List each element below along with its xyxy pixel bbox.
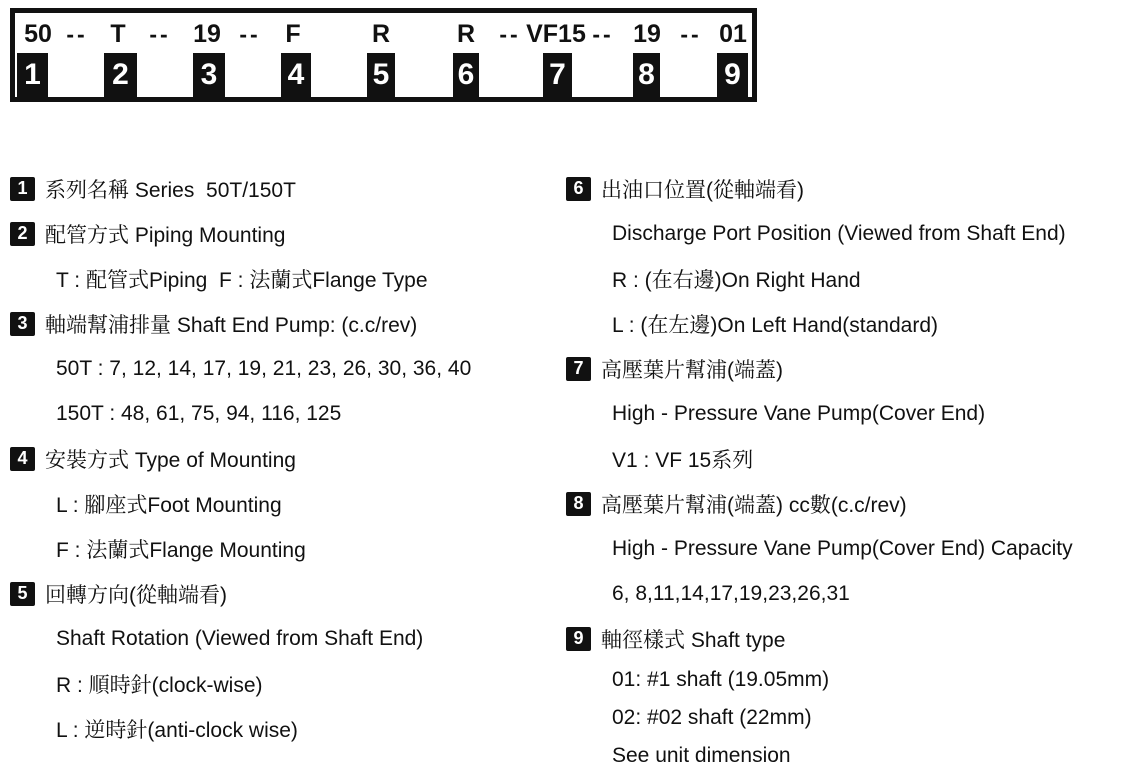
code-field-5: R (371, 20, 391, 48)
item-subline: T : 配管式Piping F : 法蘭式Flange Type (56, 268, 428, 292)
item-subline: High - Pressure Vane Pump(Cover End) Capacity (612, 536, 1073, 560)
item-subline: Shaft Rotation (Viewed from Shaft End) (56, 626, 424, 650)
code-field-1: 50 (24, 20, 52, 48)
item-title: 系列名稱 Series 50T/150T (45, 178, 296, 202)
item-subline: V1 : VF 15系列 (612, 448, 754, 472)
item-subline: 150T : 48, 61, 75, 94, 116, 125 (56, 401, 342, 425)
item-subline: 50T : 7, 12, 14, 17, 19, 21, 23, 26, 30, 36, 40 (56, 356, 472, 380)
item-title: 出油口位置(從軸端看) (601, 178, 804, 202)
item-subline: L : (在左邊)On Left Hand(standard) (612, 313, 939, 337)
legend-column-left (0, 166, 556, 775)
item-title: 高壓葉片幫浦(端蓋) (601, 358, 783, 382)
item-title: 配管方式 Piping Mounting (45, 223, 286, 247)
item-subline: 02: #02 shaft (22mm) (612, 706, 812, 729)
item-marker-8: 8 (566, 492, 591, 516)
code-separator: -- (499, 21, 521, 47)
legend-item-8 (566, 481, 1148, 526)
item-marker-4: 4 (10, 447, 35, 471)
code-separator: -- (239, 21, 261, 47)
item-subline: Discharge Port Position (Viewed from Shaft End) (612, 221, 1066, 245)
code-separator: -- (149, 21, 171, 47)
legend-item-7 (566, 346, 1148, 391)
code-field-4: F (285, 20, 301, 48)
item-marker-6: 6 (566, 177, 591, 201)
item-subline: 6, 8,11,14,17,19,23,26,31 (612, 581, 850, 605)
field-index-4: 4 (281, 53, 311, 97)
item-marker-1: 1 (10, 177, 35, 201)
item-title: 高壓葉片幫浦(端蓋) cc數(c.c/rev) (601, 493, 907, 517)
field-index-5: 5 (367, 53, 395, 97)
legend-item-6 (566, 166, 1148, 211)
field-index-8: 8 (633, 53, 660, 97)
field-index-3: 3 (193, 53, 225, 97)
item-title: 回轉方向(從軸端看) (45, 583, 227, 607)
item-marker-5: 5 (10, 582, 35, 606)
item-subline: High - Pressure Vane Pump(Cover End) (612, 401, 986, 425)
legend (0, 166, 1148, 775)
item-subline: 01: #1 shaft (19.05mm) (612, 668, 830, 691)
code-field-8: 19 (633, 20, 661, 48)
legend-column-right (556, 166, 1148, 775)
code-separator: -- (680, 21, 702, 47)
item-title: 軸端幫浦排量 Shaft End Pump: (c.c/rev) (45, 313, 418, 337)
item-subline: R : (在右邊)On Right Hand (612, 268, 861, 292)
code-separator: -- (592, 21, 614, 47)
item-marker-9: 9 (566, 627, 591, 651)
item-subline: F : 法蘭式Flange Mounting (56, 538, 306, 562)
code-separator: -- (66, 21, 88, 47)
field-index-1: 1 (17, 53, 48, 97)
legend-item-1 (10, 166, 556, 211)
legend-item-9 (566, 616, 1148, 661)
model-code-box (10, 8, 757, 102)
code-field-7: VF15 (526, 20, 586, 48)
legend-item-4 (10, 436, 556, 481)
field-index-2: 2 (104, 53, 137, 97)
item-marker-3: 3 (10, 312, 35, 336)
code-field-6: R (456, 20, 476, 48)
item-subline: L : 腳座式Foot Mounting (56, 493, 282, 517)
field-index-7: 7 (543, 53, 572, 97)
code-field-3: 19 (193, 20, 221, 48)
field-index-9: 9 (717, 53, 748, 97)
code-field-9: 01 (719, 20, 747, 48)
legend-item-3 (10, 301, 556, 346)
item-marker-2: 2 (10, 222, 35, 246)
item-subline: L : 逆時針(anti-clock wise) (56, 718, 298, 742)
field-number-band (15, 53, 752, 97)
code-field-2: T (110, 20, 126, 48)
item-marker-7: 7 (566, 357, 591, 381)
legend-item-5 (10, 571, 556, 616)
item-subline: R : 順時針(clock-wise) (56, 673, 263, 697)
item-title: 安裝方式 Type of Mounting (45, 448, 296, 472)
legend-item-2 (10, 211, 556, 256)
item-title: 軸徑樣式 Shaft type (601, 628, 786, 652)
field-index-6: 6 (453, 53, 479, 97)
item-subline: See unit dimension (612, 744, 791, 767)
